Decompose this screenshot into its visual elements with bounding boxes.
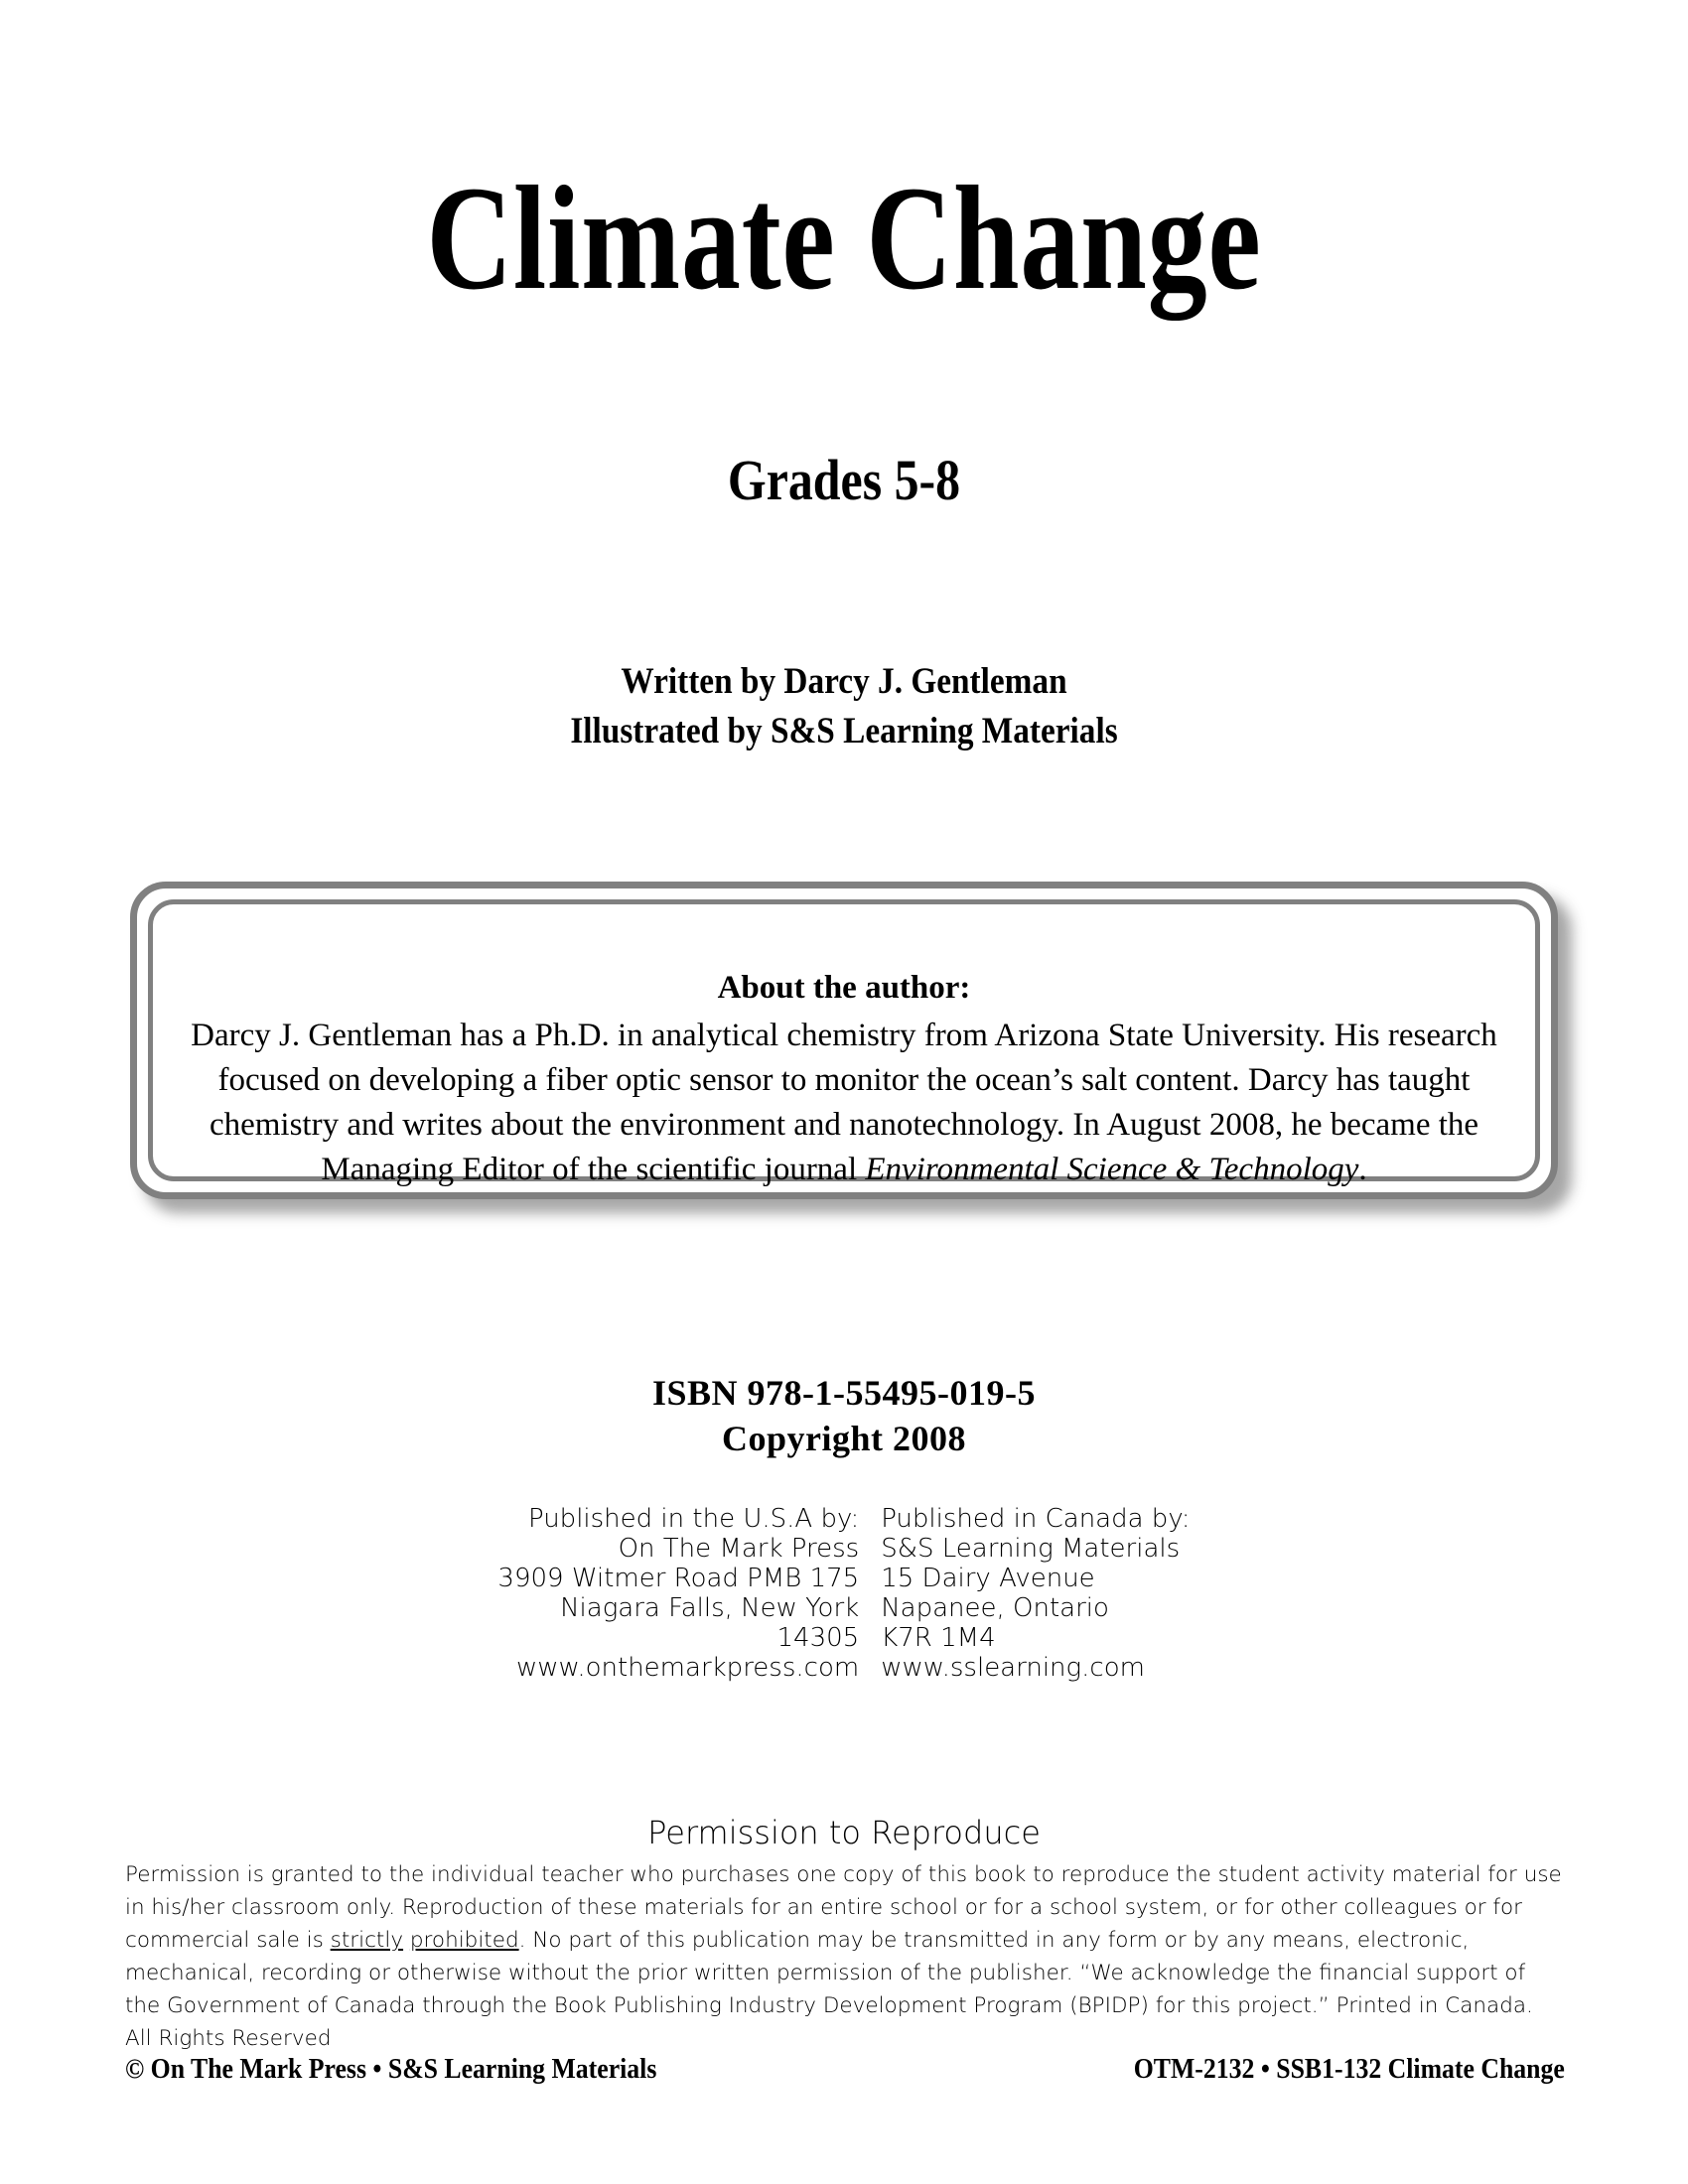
publisher-usa-postal: 14305 [776, 1623, 860, 1653]
about-author-line-4-suffix: . [1358, 1152, 1367, 1187]
page-footer [125, 2053, 1565, 2087]
about-author-box-outer-border [130, 882, 1558, 1199]
publisher-canada-address-1: 15 Dairy Avenue [881, 1564, 1095, 1593]
publisher-canada-website[interactable]: www.sslearning.com [881, 1653, 1145, 1683]
credits-block [84, 657, 1604, 756]
permission-heading: Permission to Reproduce [647, 1814, 1041, 1851]
copyright-block [0, 1370, 1688, 1461]
publisher-canada-postal: K7R 1M4 [881, 1623, 996, 1653]
publisher-usa-column [497, 1504, 881, 1683]
publisher-usa-heading: Published in the U.S.A by: [527, 1504, 860, 1534]
page-title: Climate Change [426, 156, 1262, 321]
about-author-line-3: chemistry and writes about the environment and nanotechnology. In August 2008, he became the [209, 1107, 1479, 1143]
publisher-canada-heading: Published in Canada by: [881, 1504, 1191, 1534]
about-author-line-2: focused on developing a fiber optic sensor to monitor the ocean’s salt content. Darcy has taught [217, 1062, 1471, 1098]
about-author-line-4-prefix: Managing Editor of the scientific journal [321, 1152, 866, 1187]
publisher-usa-address-2: Niagara Falls, New York [560, 1593, 860, 1623]
copyright-year-line: Copyright 2008 [721, 1419, 966, 1458]
about-author-paragraph [171, 1014, 1517, 1192]
about-author-content [171, 966, 1517, 1192]
permission-text-part-1: Permission is granted to the individual teacher who purchases one copy of this book to reproduce the student activity material for use in his/her classroom only. Reproduction of these materials for an entire school or for a school system, or for other colleagues or for commercial sale is [125, 1862, 1562, 1953]
about-author-line-4 [171, 1148, 1517, 1192]
written-by-line: Written by Darcy J. Gentleman [621, 661, 1067, 702]
publisher-usa-name: On The Mark Press [618, 1534, 860, 1564]
about-author-heading: About the author: [717, 970, 971, 1006]
journal-title: Environmental Science & Technology [865, 1152, 1359, 1187]
about-author-line-1: Darcy J. Gentleman has a Ph.D. in analytical chemistry from Arizona State University. His research [191, 1018, 1497, 1053]
illustrated-by-line: Illustrated by S&S Learning Materials [570, 711, 1118, 751]
publisher-canada-name: S&S Learning Materials [881, 1534, 1181, 1564]
grade-level-subtitle: Grades 5-8 [727, 448, 961, 512]
permission-paragraph [125, 1858, 1565, 2055]
footer-publisher-credit: © On The Mark Press • S&S Learning Materials [125, 2054, 657, 2085]
permission-underlined-strictly: strictly [330, 1928, 404, 1953]
publisher-usa-address-1: 3909 Witmer Road PMB 175 [497, 1564, 860, 1593]
publisher-canada-address-2: Napanee, Ontario [881, 1593, 1109, 1623]
publisher-block [0, 1504, 1688, 1683]
footer-product-code: OTM-2132 • SSB1-132 Climate Change [1133, 2054, 1565, 2085]
publisher-usa-website[interactable]: www.onthemarkpress.com [515, 1653, 860, 1683]
about-author-box [130, 882, 1558, 1199]
isbn-line: ISBN 978-1-55495-019-5 [652, 1373, 1036, 1413]
permission-text-part-2: . No part of this publication may be transmitted in any form or by any means, electronic, mechanical, recording or otherwise without the prior written permission of the publisher. “We acknowledge the financial support of the Government of Canada through the Book Publishing Industry Development Program (BPIDP) for this project.” Printed in Canada. All Rights Reserved [125, 1928, 1533, 2051]
permission-underlined-prohibited: prohibited [409, 1928, 519, 1953]
publisher-canada-column [881, 1504, 1191, 1683]
